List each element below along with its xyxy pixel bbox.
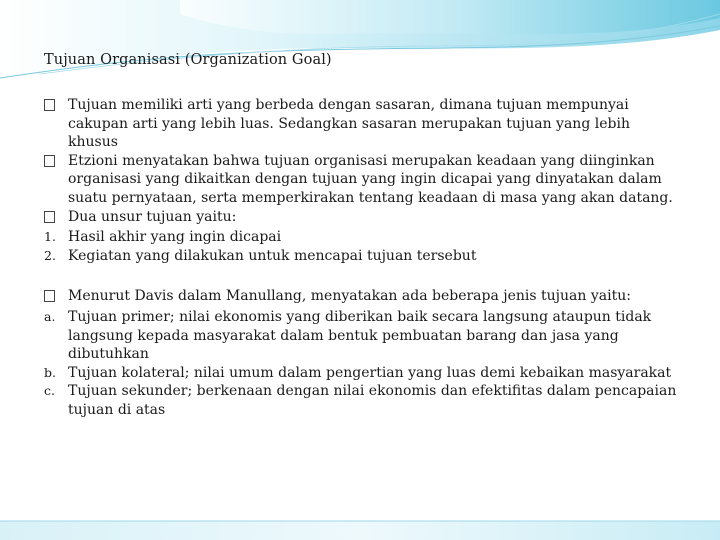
- list-letter: c.: [44, 383, 55, 399]
- list-letter: b.: [44, 364, 56, 380]
- bullet-marker: [44, 287, 68, 308]
- bullet-text: Dua unsur tujuan yaitu:: [68, 208, 237, 225]
- lettered-text: Tujuan kolateral; nilai umum dalam pengertian yang luas demi kebaikan masyarakat: [68, 364, 672, 381]
- bullet-text: Menurut Davis dalam Manullang, menyatakan ada beberapa jenis tujuan yaitu:: [68, 288, 631, 305]
- numbered-text: Kegiatan yang dilakukan untuk mencapai tujuan tersebut: [68, 247, 477, 264]
- text-block-1: [44, 96, 684, 265]
- numbered-item: [44, 228, 684, 247]
- list-number: 1.: [44, 229, 56, 245]
- bullet-item: [44, 152, 684, 208]
- slide-content: [44, 96, 684, 420]
- list-number: 2.: [44, 247, 56, 263]
- square-bullet-icon: [44, 155, 55, 167]
- bullet-text: Etzioni menyatakan bahwa tujuan organisasi merupakan keadaan yang diinginkan organisasi yang dikaitkan dengan tujuan yang ingin dicapai yang dinyatakan dalam suatu pernyataan, serta memperkirakan tentang keadaan di masa yang akan datang.: [68, 152, 673, 206]
- lettered-item: [44, 364, 684, 383]
- bullet-item: [44, 287, 684, 308]
- square-bullet-icon: [44, 290, 55, 302]
- text-block-2: [44, 287, 684, 419]
- list-letter: a.: [44, 308, 56, 324]
- top-wave-front: [180, 0, 720, 34]
- bullet-marker: [44, 152, 68, 173]
- bullet-marker: [44, 208, 68, 229]
- numbered-item: [44, 247, 684, 266]
- bullet-item: [44, 208, 684, 229]
- bullet-text: Tujuan memiliki arti yang berbeda dengan sasaran, dimana tujuan mempunyai cakupan arti yang lebih luas. Sedangkan sasaran merupakan tujuan yang lebih khusus: [68, 97, 630, 151]
- square-bullet-icon: [44, 211, 55, 223]
- block-spacer: [44, 265, 684, 287]
- numbered-text: Hasil akhir yang ingin dicapai: [68, 229, 282, 246]
- square-bullet-icon: [44, 99, 55, 111]
- lettered-item: [44, 308, 684, 364]
- lettered-item: [44, 382, 684, 419]
- bullet-marker: [44, 96, 68, 117]
- slide-title: Tujuan Organisasi (Organization Goal): [44, 52, 332, 68]
- bullet-item: [44, 96, 684, 152]
- lettered-text: Tujuan primer; nilai ekonomis yang diberikan baik secara langsung ataupun tidak langsung kepada masyarakat dalam bentuk pembuatan barang dan jasa yang dibutuhkan: [68, 308, 652, 363]
- lettered-text: Tujuan sekunder; berkenaan dengan nilai ekonomis dan efektifitas dalam pencapaian tujuan di atas: [68, 383, 677, 418]
- bottom-band: [0, 521, 720, 540]
